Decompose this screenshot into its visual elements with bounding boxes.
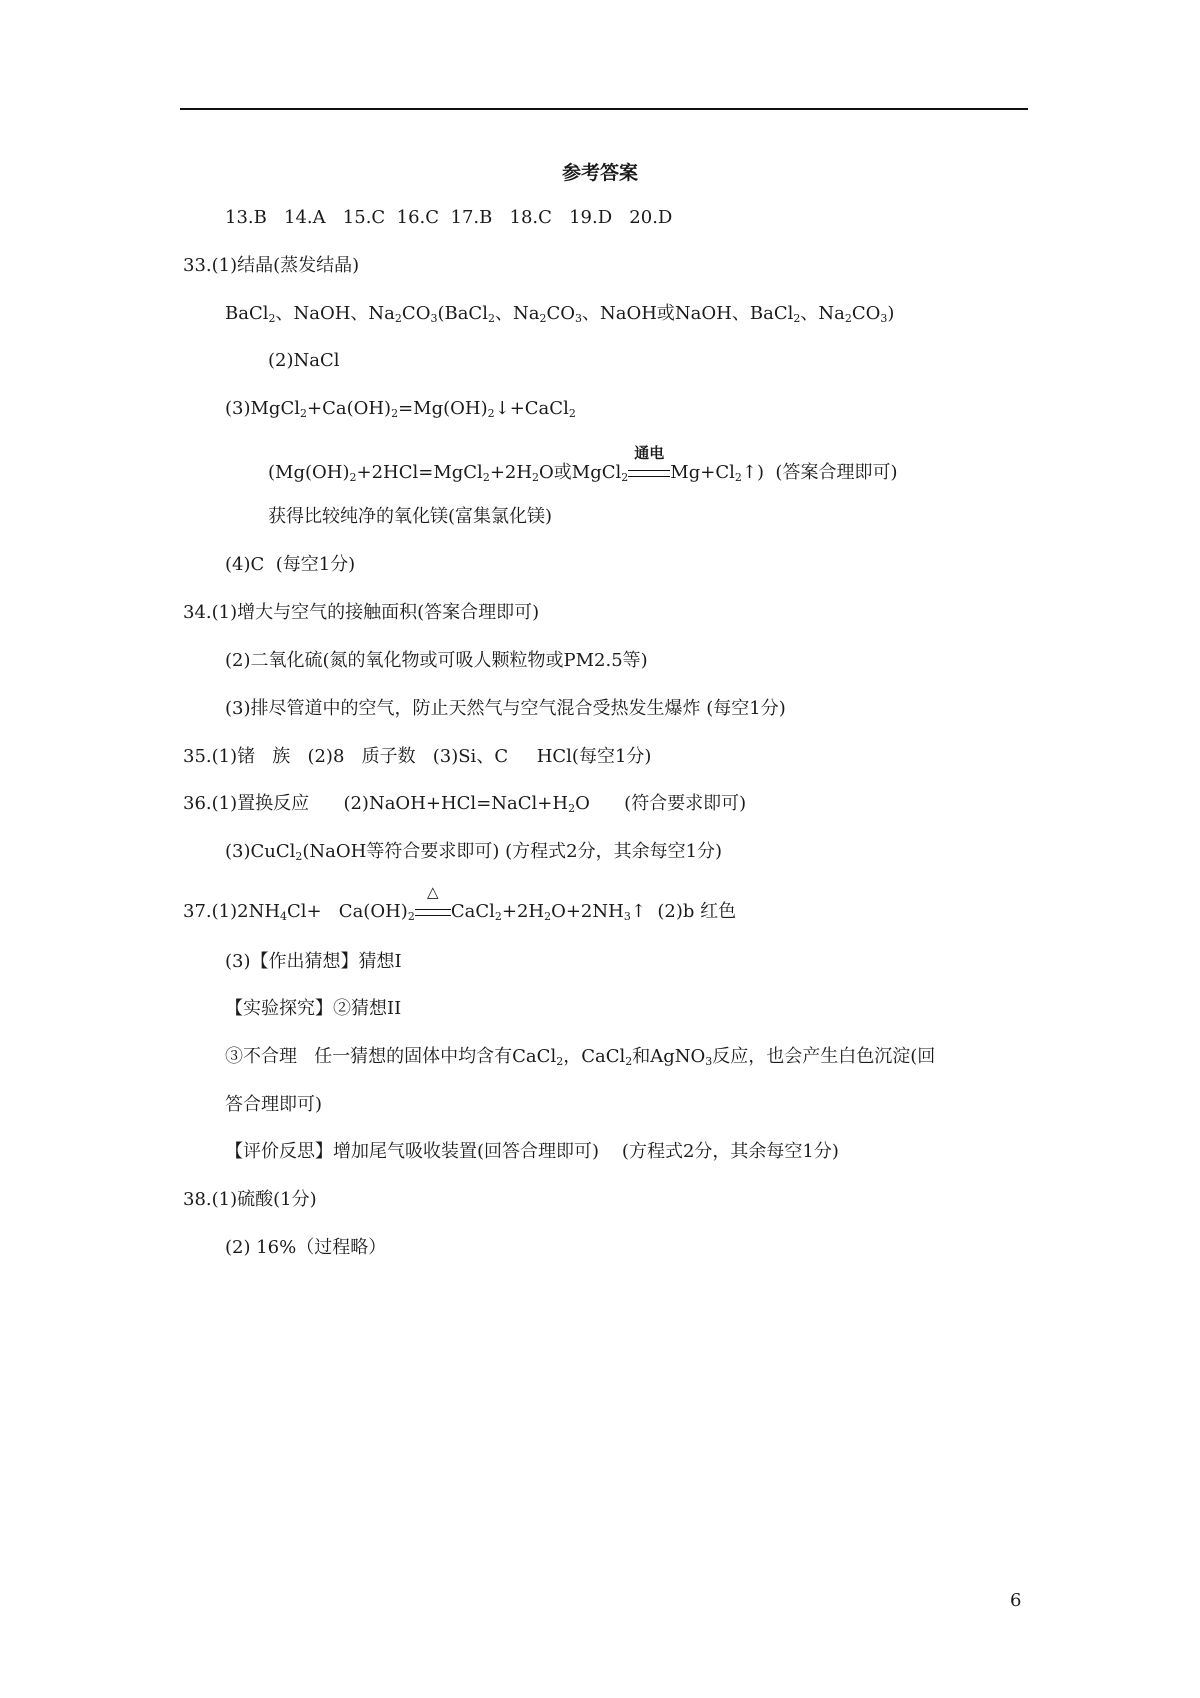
q37-line-1: $37.(1)2NH_4Cl+ Ca(OH)_2$ △ $CaCl_2+2H_2O+2NH_3↑$ (2)b 红色	[183, 883, 737, 923]
mc-answers: 13.B 14.A 15.C 16.C 17.B 18.C 19.D 20.D	[225, 207, 673, 228]
q36-line-2: (3)CuCl$_2$(NaOH等符合要求即可) (方程式2分，其余每空1分)	[225, 841, 723, 863]
electrolysis-condition: 通电	[628, 461, 670, 485]
q37-line-6: 【评价反思】增加尾气吸收装置(回答合理即可) (方程式2分，其余每空1分)	[225, 1141, 839, 1162]
q38-line-2: (2) 16%（过程略）	[225, 1237, 387, 1258]
q33-line-2: BaCl$_2$、NaOH、$Na_2CO_3(BaCl_2$、$Na_2CO_3$、NaOH或NaOH、BaCl$_2$、$Na_2CO_3$)	[225, 303, 895, 325]
q34-line-3: (3)排尽管道中的空气，防止天然气与空气混合受热发生爆炸 (每空1分)	[225, 698, 786, 719]
header-rule	[180, 108, 1028, 110]
q37-line-5: 答合理即可)	[225, 1094, 323, 1115]
heat-condition: △	[415, 900, 451, 924]
q34-line-1: 34.(1)增大与空气的接触面积(答案合理即可)	[183, 602, 540, 623]
q35-line-1: 35.(1)锗 族 (2)8 质子数 (3)Si、C HCl(每空1分)	[183, 746, 652, 767]
q33-line-7: (4)C (每空1分)	[225, 554, 356, 575]
page-number: 6	[1010, 1590, 1022, 1611]
q33-line-3: (2)NaCl	[268, 350, 340, 371]
q36-line-1: 36.(1)置换反应 $(2)NaOH+HCl=NaCl+H_2O$ (符合要求即可)	[183, 793, 747, 815]
q33-line-4: $(3)MgCl_2+Ca(OH)_2=Mg(OH)_2↓+CaCl_2$	[225, 398, 576, 420]
q37-line-4: ③不合理 任一猜想的固体中均含有CaCl$_2$，CaCl$_2$和AgNO$_3$反应，也会产生白色沉淀(回	[225, 1046, 936, 1068]
q33-line-5: ($Mg(OH)_2+2HCl=MgCl_2+2H_2O$或MgCl$_2$ 通电 $Mg+Cl_2↑$) (答案合理即可)	[268, 444, 898, 484]
q34-line-2: (2)二氧化硫(氮的氧化物或可吸人颗粒物或PM2.5等)	[225, 650, 648, 671]
q37-line-2: (3)【作出猜想】猜想I	[225, 951, 402, 972]
page-title: 参考答案	[561, 162, 638, 184]
q33-line-1: 33.(1)结晶(蒸发结晶)	[183, 255, 360, 276]
q38-line-1: 38.(1)硫酸(1分)	[183, 1189, 317, 1210]
q37-line-3: 【实验探究】②猜想II	[225, 998, 402, 1019]
q33-line-6: 获得比较纯净的氧化镁(富集氯化镁)	[268, 506, 553, 527]
